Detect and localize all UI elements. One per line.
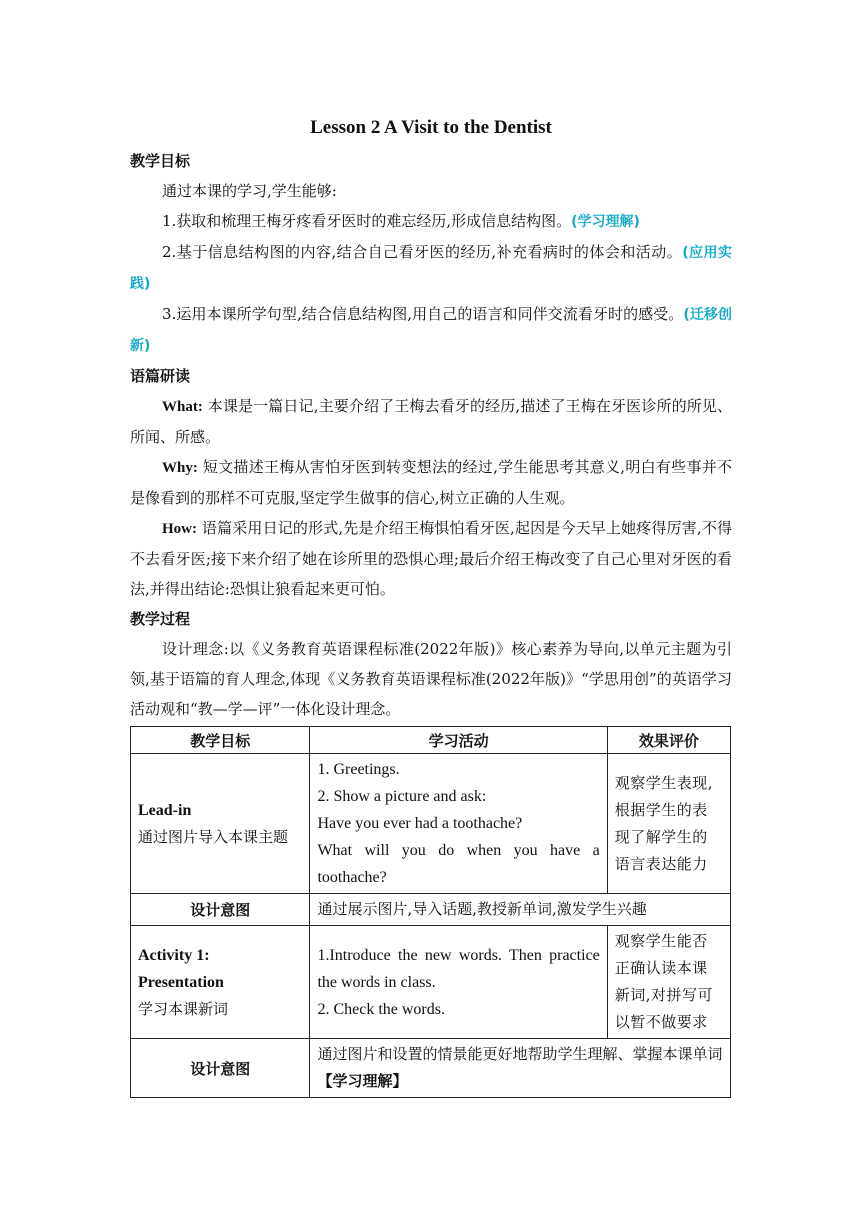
goal-item-3-tag: (迁移创新) bbox=[130, 307, 732, 354]
section-heading-process: 教学过程 bbox=[130, 610, 191, 628]
row2-act-1: 1.Introduce the new words. Then practice the words in class. bbox=[317, 946, 600, 991]
design-concept: 设计理念:以《义务教育英语课程标准(2022年版)》核心素养为导向,以单元主题为引领,基于语篇的育人理念,体现《义务教育英语课程标准(2022年版)》“学思用创”的英语学习活动观和“教—学—评”一体化设计理念。 bbox=[130, 640, 732, 718]
lesson-title: Lesson 2 A Visit to the Dentist bbox=[310, 117, 552, 138]
section-heading-reading: 语篇研读 bbox=[130, 367, 191, 385]
goal-item-3-text: 3.运用本课所学句型,结合信息结构图,用自己的语言和同伴交流看牙时的感受。 bbox=[162, 305, 684, 323]
what-label: What: bbox=[162, 399, 203, 415]
row1-act-4: What will you do when you have a toothache? bbox=[317, 842, 600, 886]
reading-what bbox=[130, 391, 732, 452]
what-text: 本课是一篇日记,主要介绍了王梅去看牙的经历,描述了王梅在牙医诊所的所见、所闻、所感。 bbox=[130, 397, 732, 446]
goal-item-1-tag: (学习理解) bbox=[571, 214, 640, 230]
row1-act-3: Have you ever had a toothache? bbox=[317, 815, 523, 832]
row1-goal-cell bbox=[131, 754, 310, 894]
goal-item-2-text: 2.基于信息结构图的内容,结合自己看牙医的经历,补充看病时的体会和活动。 bbox=[162, 243, 683, 261]
row2-activity-cell bbox=[310, 926, 607, 1039]
goal-item-3 bbox=[130, 299, 732, 361]
document-page bbox=[130, 112, 732, 1098]
intent1-label: 设计意图 bbox=[131, 894, 310, 926]
goals-intro: 通过本课的学习,学生能够: bbox=[162, 182, 337, 200]
goal-item-1-text: 1.获取和梳理王梅牙疼看牙医时的难忘经历,形成信息结构图。 bbox=[162, 212, 572, 230]
intent1-text: 通过展示图片,导入话题,教授新单词,激发学生兴趣 bbox=[310, 894, 731, 926]
table-row bbox=[131, 754, 731, 894]
row2-goal-en-2-text: Presentation bbox=[138, 973, 224, 991]
reading-how bbox=[130, 513, 732, 604]
lesson-plan-table bbox=[130, 726, 731, 1098]
row2-eval-cell: 观察学生能否正确认读本课新词,对拼写可以暂不做要求 bbox=[607, 926, 730, 1039]
header-goal: 教学目标 bbox=[131, 727, 310, 754]
row2-goal-en-1-text: Activity 1: bbox=[138, 946, 210, 964]
row1-goal-en-text: Lead-in bbox=[138, 801, 192, 819]
table-row bbox=[131, 926, 731, 1039]
goal-item-2-tag: (应用实践) bbox=[130, 245, 732, 292]
header-activity: 学习活动 bbox=[310, 727, 607, 754]
intent2-tag: 【学习理解】 bbox=[317, 1072, 408, 1090]
row2-goal-cell bbox=[131, 926, 310, 1039]
row2-goal-en-2 bbox=[138, 969, 302, 996]
row2-goal-en-1 bbox=[138, 942, 302, 969]
row1-act-2: 2. Show a picture and ask: bbox=[317, 788, 487, 805]
why-text: 短文描述王梅从害怕牙医到转变想法的经过,学生能思考其意义,明白有些事并不是像看到的那样不可克服,坚定学生做事的信心,树立正确的人生观。 bbox=[130, 458, 732, 507]
intent2-text: 通过图片和设置的情景能更好地帮助学生理解、掌握本课单词 bbox=[317, 1045, 723, 1063]
row2-act-2: 2. Check the words. bbox=[317, 1000, 445, 1018]
row2-goal-cn: 学习本课新词 bbox=[138, 999, 229, 1018]
intent2-cell bbox=[310, 1039, 731, 1098]
goal-item-1 bbox=[130, 206, 732, 237]
goal-item-2 bbox=[130, 237, 732, 299]
row1-goal-cn: 通过图片导入本课主题 bbox=[138, 827, 289, 846]
how-text: 语篇采用日记的形式,先是介绍王梅惧怕看牙医,起因是今天早上她疼得厉害,不得不去看牙医;接下来介绍了她在诊所里的恐惧心理;最后介绍王梅改变了自己心里对牙医的看法,并得出结论:恐惧让狼看起来更可怕。 bbox=[130, 519, 732, 598]
row1-act-1: 1. Greetings. bbox=[317, 761, 400, 778]
row1-eval-cell: 观察学生表现,根据学生的表现了解学生的语言表达能力 bbox=[607, 754, 730, 894]
how-label: How: bbox=[162, 521, 197, 537]
table-row bbox=[131, 894, 731, 926]
why-label: Why: bbox=[162, 460, 198, 476]
reading-why bbox=[130, 452, 732, 513]
intent2-label: 设计意图 bbox=[131, 1039, 310, 1098]
table-header-row bbox=[131, 727, 731, 754]
header-evaluation: 效果评价 bbox=[607, 727, 730, 754]
table-row bbox=[131, 1039, 731, 1098]
row1-goal-en bbox=[138, 797, 302, 824]
row1-activity-cell bbox=[310, 754, 607, 894]
section-heading-goals: 教学目标 bbox=[130, 152, 191, 170]
